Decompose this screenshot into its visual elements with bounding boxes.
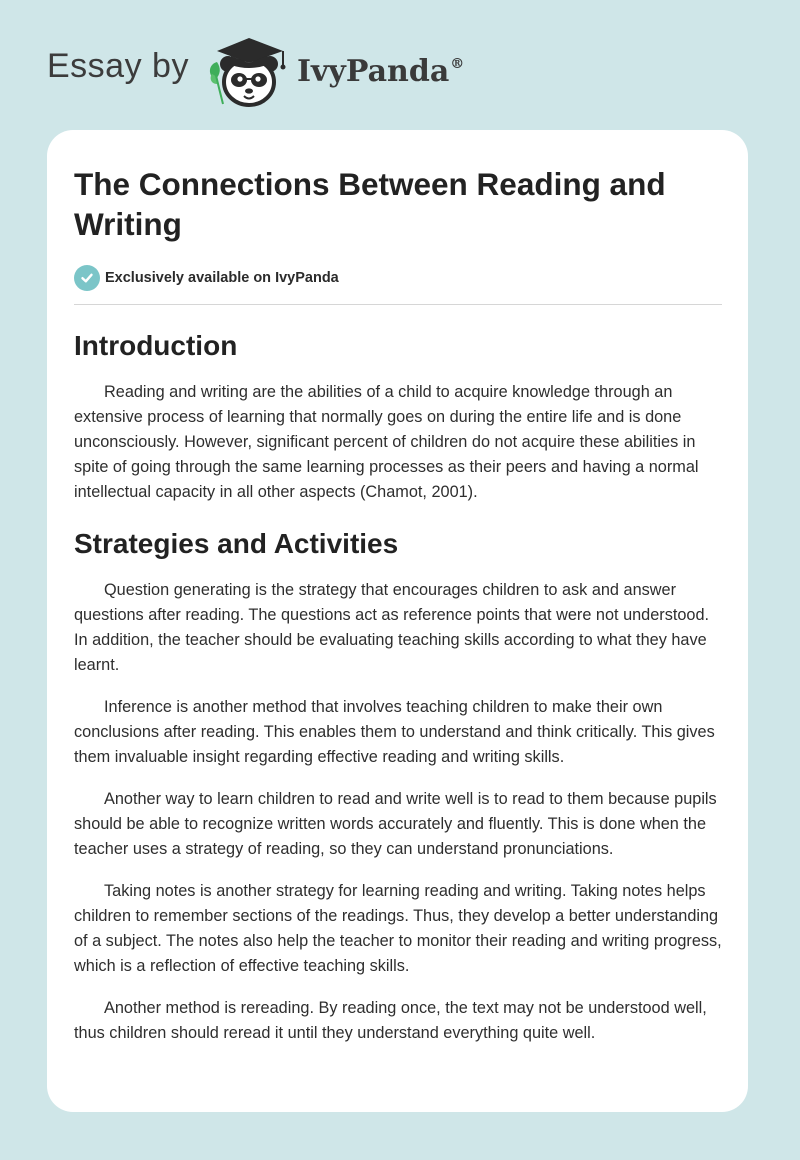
section-heading-strategies: Strategies and Activities: [74, 528, 399, 559]
paragraph: Inference is another method that involves teaching children to make their own conclusions after reading. This enables them to understand and think critically. This gives them invaluable insight regarding effective reading and writing skills.: [74, 698, 715, 766]
paragraph: Reading and writing are the abilities of a child to acquire knowledge through an extensive process of learning that normally goes on during the entire life and is done unconsciously. However, significant percent of children do not acquire these abilities in spite of going through the same learning processes as their peers and having a normal intellectual capacity in all other aspects (Chamot, 2001).: [74, 383, 699, 501]
checkmark-icon: [74, 265, 100, 291]
brand-name: IvyPanda®: [296, 53, 465, 89]
panda-graduate-icon: [203, 34, 295, 110]
section-strategies: [74, 578, 722, 1046]
brand-header[interactable]: [47, 34, 464, 110]
section-introduction: [74, 380, 722, 505]
brand-prefix: Essay by: [47, 46, 189, 85]
paragraph: Another method is rereading. By reading once, the text may not be understood well, thus children should reread it until they understand everything quite well.: [74, 999, 707, 1042]
section-heading-introduction: Introduction: [74, 330, 238, 361]
paragraph: Another way to learn children to read and write well is to read to them because pupils should be able to recognize written words accurately and fluently. This is done when the teacher uses a strategy of reading, so they can understand pronunciations.: [74, 790, 717, 858]
divider: [74, 304, 722, 305]
exclusive-badge: [74, 265, 722, 291]
badge-label: Exclusively available on IvyPanda: [105, 270, 339, 286]
paragraph: Taking notes is another strategy for learning reading and writing. Taking notes helps children to remember sections of the readings. Thus, they develop a better understanding of a subject. The notes also help the teacher to monitor their reading and writing progress, which is a reflection of effective teaching skills.: [74, 882, 722, 975]
paragraph: Question generating is the strategy that encourages children to ask and answer questions after reading. The questions act as reference points that were not understood. In addition, the teacher should be evaluating teaching skills according to what they have learnt.: [74, 581, 710, 674]
essay-title: The Connections Between Reading and Writing: [74, 166, 666, 242]
essay-card: [47, 130, 748, 1112]
